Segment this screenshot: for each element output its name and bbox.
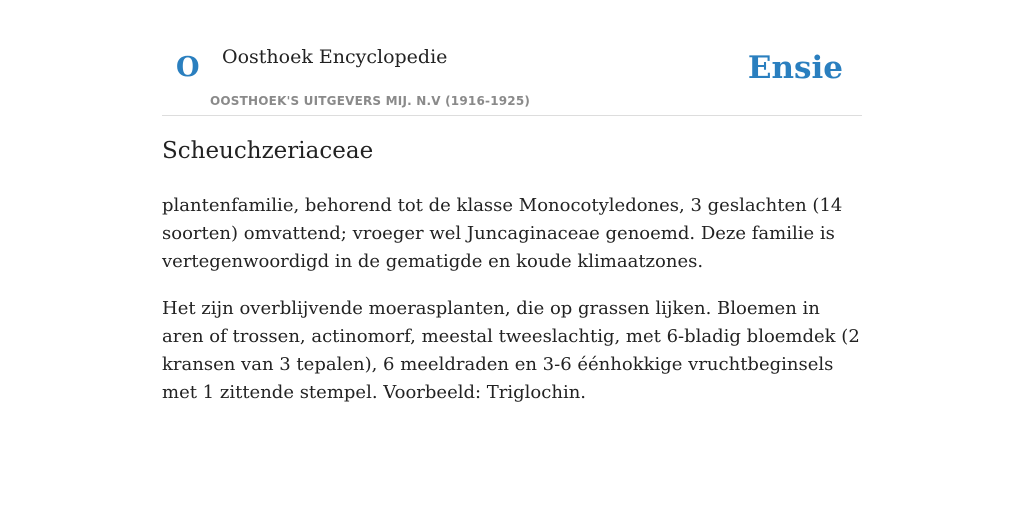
ensie-logo-link[interactable]: Ensie — [747, 50, 843, 86]
entry-title: Scheuchzeriaceae — [162, 138, 374, 164]
entry-paragraph: plantenfamilie, behorend tot de klasse Monocotyledones, 3 geslachten (14 soorten) omvattend; vroeger wel Juncaginaceae genoemd. Deze familie is vertegenwoordigd in de gematigde en koude klimaatzones. — [162, 195, 843, 272]
encyclopedia-header — [162, 0, 862, 116]
encyclopedia-title-link[interactable]: Oosthoek Encyclopedie — [222, 46, 448, 68]
entry-body — [162, 192, 864, 426]
publisher-label: OOSTHOEK'S UITGEVERS MIJ. N.V (1916-1925) — [210, 94, 531, 108]
entry-paragraph: Het zijn overblijvende moerasplanten, die op grassen lijken. Bloemen in aren of trossen, actinomorf, meestal tweeslachtig, met 6-bladig bloemdek (2 kransen van 3 tepalen), 6 meeldraden en 3-6 éénhokkige vruchtbeginsels met 1 zittende stempel. Voorbeeld: Triglochin. — [162, 298, 860, 403]
page-container — [162, 0, 862, 403]
encyclopedia-logo-icon[interactable]: O — [176, 52, 200, 83]
